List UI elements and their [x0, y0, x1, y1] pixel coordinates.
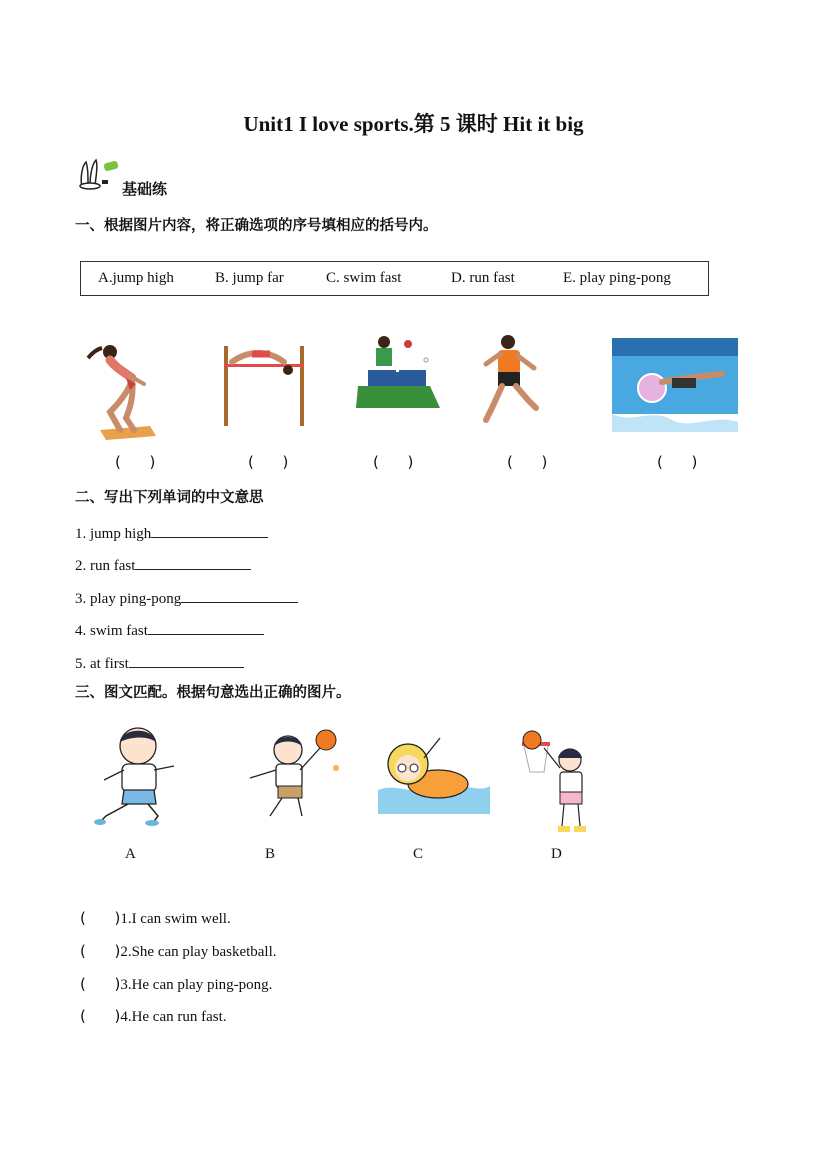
section3-heading: 三、图文匹配。根据句意选出正确的图片。 [75, 685, 351, 701]
word-item-4 [75, 618, 264, 640]
question-text: 1.I can swim well. [120, 911, 231, 927]
boy-running-illustration [88, 724, 180, 828]
answer-blank[interactable] [129, 651, 244, 668]
girl-basketball-illustration [518, 728, 598, 838]
option-b: B. jump far [215, 270, 284, 286]
answer-bracket[interactable]: ( ) [80, 1007, 121, 1025]
picture-label-a: A [125, 846, 136, 862]
swim-fast-illustration [612, 338, 738, 432]
question-4 [80, 1007, 227, 1026]
question-text: 2.She can play basketball. [120, 944, 277, 960]
word-label: 5. at first [75, 656, 129, 672]
answer-bracket-5[interactable]: ( ) [657, 453, 698, 471]
question-1 [80, 909, 231, 928]
answer-bracket[interactable]: ( ) [80, 975, 121, 993]
jump-high-illustration [218, 340, 308, 426]
section1-heading: 一、根据图片内容，将正确选项的序号填相应的括号内。 [75, 218, 438, 234]
picture-label-d: D [551, 846, 562, 862]
word-label: 3. play ping-pong [75, 591, 182, 607]
question-text: 4.He can run fast. [120, 1009, 227, 1025]
answer-bracket-2[interactable]: ( ) [248, 453, 289, 471]
option-d: D. run fast [451, 270, 515, 286]
bunny-icon [76, 158, 120, 190]
question-text: 3.He can play ping-pong. [120, 977, 273, 993]
ping-pong-illustration [356, 334, 440, 410]
answer-bracket-1[interactable]: ( ) [115, 453, 156, 471]
answer-bracket-4[interactable]: ( ) [507, 453, 548, 471]
answer-bracket[interactable]: ( ) [80, 942, 121, 960]
word-label: 4. swim fast [75, 623, 148, 639]
option-a: A.jump high [98, 270, 174, 286]
page-title: Unit1 I love sports.第 5 课时 Hit it big [243, 112, 584, 136]
run-fast-illustration [478, 334, 544, 430]
word-item-3 [75, 586, 298, 608]
word-label: 2. run fast [75, 558, 136, 574]
answer-blank[interactable] [151, 521, 268, 538]
word-item-5 [75, 651, 244, 673]
question-3 [80, 975, 272, 994]
boy-ping-pong-illustration [240, 726, 340, 822]
section-level-label: 基础练 [122, 180, 168, 198]
options-box [80, 261, 709, 296]
word-item-2 [75, 553, 251, 575]
answer-blank[interactable] [181, 586, 298, 603]
answer-bracket-3[interactable]: ( ) [373, 453, 414, 471]
question-2 [80, 942, 277, 961]
jump-far-illustration [80, 338, 162, 442]
section2-heading: 二、写出下列单词的中文意思 [75, 490, 264, 506]
word-label: 1. jump high [75, 526, 152, 542]
option-c: C. swim fast [326, 270, 402, 286]
answer-blank[interactable] [148, 618, 264, 635]
word-item-1 [75, 521, 268, 543]
answer-blank[interactable] [135, 553, 251, 570]
picture-label-c: C [413, 846, 424, 862]
girl-swimming-illustration [378, 728, 490, 814]
picture-label-b: B [265, 846, 276, 862]
option-e: E. play ping-pong [563, 270, 671, 286]
answer-bracket[interactable]: ( ) [80, 909, 121, 927]
